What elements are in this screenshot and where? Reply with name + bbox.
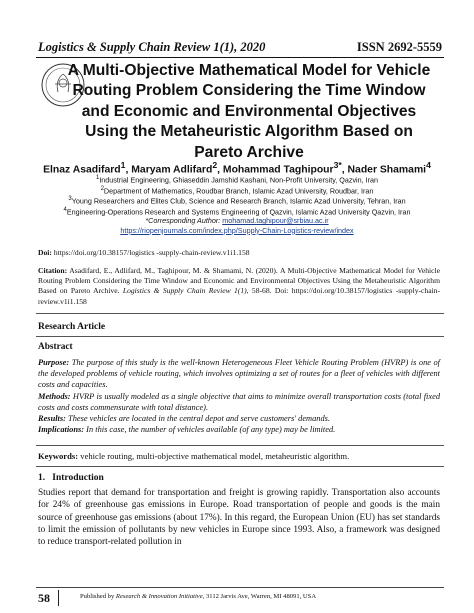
journal-name: Logistics & Supply Chain Review 1(1), 2020 xyxy=(38,40,266,54)
author-sup: 3* xyxy=(333,160,342,170)
section-divider xyxy=(36,336,444,337)
issn: ISSN 2692-5559 xyxy=(356,40,442,54)
author-name: Elnaz Asadifard xyxy=(43,164,121,176)
author-sup: 2 xyxy=(212,160,218,170)
author-list: Elnaz Asadifard$^1$, Maryam Adlifard$^2$, Mohammad Taghipour$^{3*}$, Nader Shamami$^4$ xyxy=(43,160,431,176)
abstract-body: Purpose: The purpose of this study is the well-known Heterogeneous Fleet Vehicle Routing Problem (HVRP) is one of the developed problems of vehicle routing, which involves optimizing a set of routes for a fleet of vehicles with different costs and capacities. Methods: HVRP is usually modeled as a single objective that aims to minimize overall transportation costs (total fixed costs and costs commensurate with total distance). Results: These vehicles are located in the central depot and serve customers' demands. Implications: In this case, the number of vehicles available (of any type) may be limited. xyxy=(38,358,441,435)
introduction-heading: 1. Introduction xyxy=(38,473,104,483)
citation: Citation: Asadifard, E., Adlifard, M., Taghipour, M. & Shamami, N. (2020). A Multi-Objective Mathematical Model for Vehicle Routing Problem Considering the Time Window and Economic and Environmental Objectives Using the Metaheuristic Algorithm Based on Pareto Archive. Logistics & Supply Chain Review 1(1), 58-68. Doi: https://doi.org/10.38157/logistics -supply-chain-review.v1i1.158 xyxy=(38,266,441,306)
abstract-heading: Abstract xyxy=(38,342,73,352)
paper-title: A Multi-Objective Mathematical Model for Vehicle Routing Problem Considering the Time Window and Economic and Environmental Objectives Using the Metaheuristic Algorithm Based on Pareto Archive xyxy=(67,62,431,161)
author-name: Nader Shamami xyxy=(347,164,427,176)
doi: Doi: https://doi.org/10.38157/logistics -supply-chain-review.v1i1.158 xyxy=(38,248,250,257)
affiliation-line: $^1$Industrial Engineering, Ghiaseddin Jamshid Kashani, Non-Profit University, Qazvin, Iran xyxy=(95,175,379,185)
affiliation-line: $^3$Young Researchers and Elites Club, Science and Research Branch, Islamic Azad University, Tehran, Iran xyxy=(68,196,406,206)
corresponding-author: *Corresponding Author: mohamad.taghipour@srbiau.ac.ir xyxy=(145,216,329,226)
journal-url-link[interactable]: https://riopenjournals.com/index.php/Supply-Chain-Logistics-review/index xyxy=(120,225,354,235)
footer-rule xyxy=(36,587,444,588)
section-divider xyxy=(36,313,444,314)
affiliations xyxy=(30,174,444,235)
introduction-body: Studies report that demand for transportation and freight is growing rapidly. Transportation also accounts for 24% of greenhouse gas emissions in Europe. Road transportation of people and goods is the main source of greenhouse gas emissions (about 17%). In this regard, the European Union (EU) has set standards to limit the emission of pollutants by new vehicles in Europe since 1993. Also, a framework was designed to reduce transport-related pollution in xyxy=(38,488,440,548)
section-divider xyxy=(36,466,444,467)
author-name: Mohammad Taghipour xyxy=(222,164,334,176)
author-sup: 1 xyxy=(120,160,126,170)
publisher-line: Published by Research & Innovation Initiative, 3112 Jarvis Ave, Warren, MI 48091, USA xyxy=(80,593,317,600)
page-number: 58 xyxy=(38,590,59,606)
author-name: Maryam Adlifard xyxy=(131,164,213,176)
doi-link[interactable]: https://doi.org/10.38157/logistics -supply-chain-review.v1i1.158 xyxy=(53,248,250,257)
affiliation-line: $^4$Engineering-Operations Research and Systems Engineering of Qazvin, Islamic Azad University Qazvin, Iran xyxy=(63,206,411,217)
affiliation-line: $^2$Department of Mathematics, Roudbar Branch, Islamic Azad University, Roudbar, Iran xyxy=(100,185,374,195)
corresponding-email-link[interactable]: mohamad.taghipour@srbiau.ac.ir xyxy=(222,216,329,226)
author-sup: 4 xyxy=(426,160,431,170)
header-rule xyxy=(36,57,444,58)
section-divider xyxy=(36,445,444,446)
article-type: Research Article xyxy=(38,322,106,332)
keywords: Keywords: vehicle routing, multi-objective mathematical model, metaheuristic algorithm. xyxy=(38,451,350,461)
